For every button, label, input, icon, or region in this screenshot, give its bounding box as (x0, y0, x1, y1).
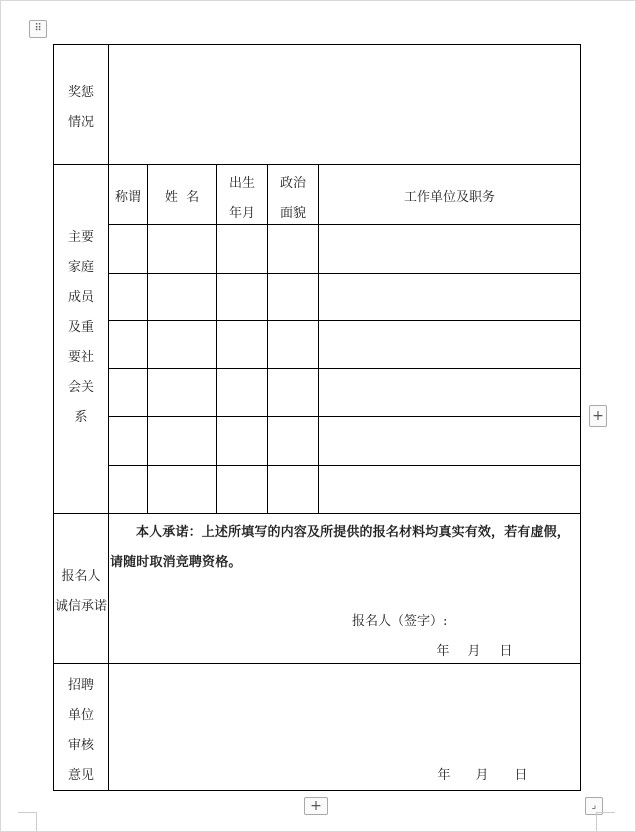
table-move-handle-icon[interactable]: ⠿ (29, 20, 47, 38)
add-column-icon[interactable]: + (589, 405, 607, 427)
table-border (108, 224, 581, 225)
table-resize-icon[interactable]: ⌟ (585, 797, 603, 815)
pledge-label: 报名人 诚信承诺 (54, 569, 107, 614)
table-border (108, 273, 581, 274)
margin-corner-marker (596, 812, 615, 831)
header-political: 政治 面貌 (279, 176, 306, 221)
table-border (108, 320, 581, 321)
review-date-month: 月 (475, 768, 489, 783)
table-border (53, 164, 581, 165)
signature-label: 报名人（签字）: (352, 614, 448, 629)
header-work: 工作单位及职务 (403, 190, 495, 205)
review-date-day: 日 (514, 768, 528, 783)
awards-cell[interactable] (109, 45, 580, 164)
table-border (108, 416, 581, 417)
table-border (108, 368, 581, 369)
table-border (108, 465, 581, 466)
margin-corner-marker (18, 812, 37, 831)
header-relation: 称谓 (114, 190, 141, 205)
table-border (580, 44, 581, 791)
pledge-date-year: 年 (436, 644, 450, 659)
pledge-date-month: 月 (467, 644, 481, 659)
family-label: 主要 家庭 成员 及重 要社 会关 系 (67, 230, 94, 425)
awards-label: 奖惩 情况 (67, 85, 94, 130)
table-border (53, 513, 581, 514)
pledge-date-day: 日 (499, 644, 513, 659)
table-border (53, 790, 581, 791)
header-birth: 出生 年月 (228, 176, 255, 221)
table-border (147, 164, 148, 514)
add-row-icon[interactable]: + (304, 797, 328, 815)
review-date-year: 年 (437, 768, 451, 783)
review-label: 招聘 单位 审核 意见 (67, 678, 94, 783)
table-border (318, 164, 319, 514)
pledge-text: 本人承诺：上述所填写的内容及所提供的报名材料均真实有效，若有虚假，请随时取消竞聘资格。 (110, 525, 570, 570)
header-name: 姓 名 (164, 190, 200, 205)
